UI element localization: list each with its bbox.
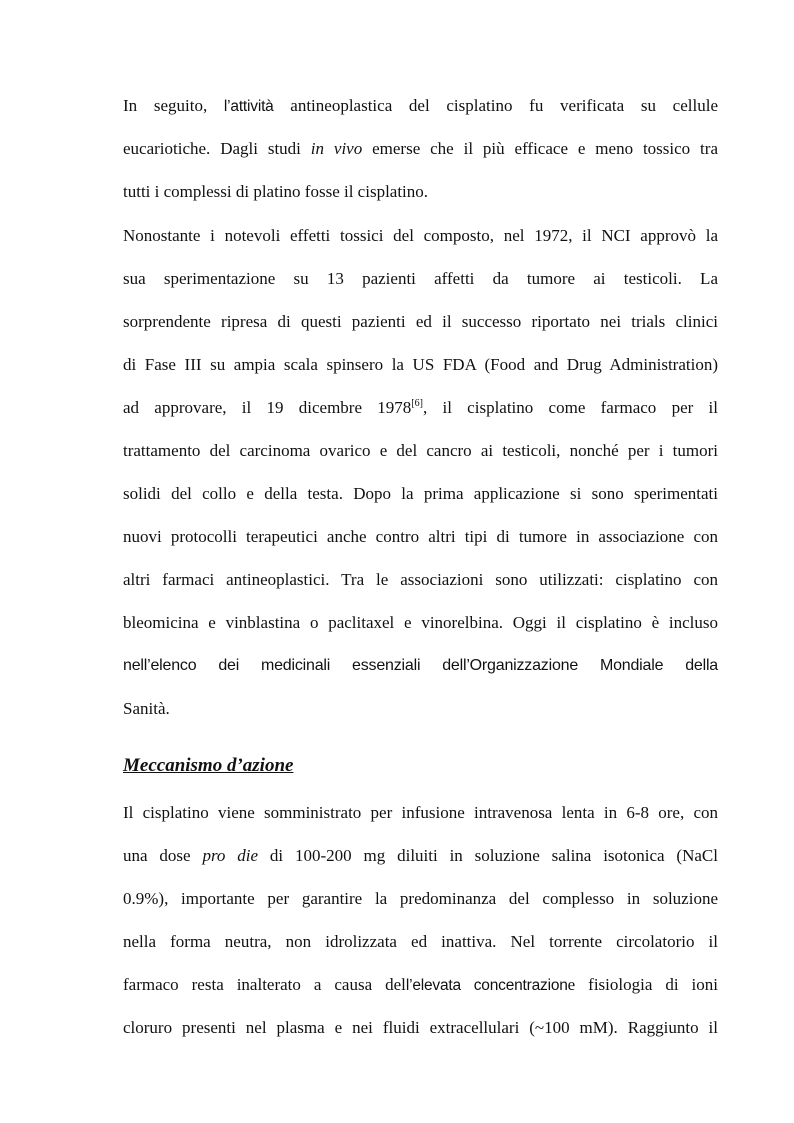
citation-reference: [6]	[411, 398, 423, 409]
text-line: farmaco resta inalterato a causa dell’elevata concentrazione fisiologia di ioni	[123, 975, 718, 994]
text-line: solidi del collo e della testa. Dopo la prima applicazione si sono sperimentati	[123, 484, 718, 503]
italic-text: pro die	[202, 846, 259, 865]
text-line: nella forma neutra, non idrolizzata ed inattiva. Nel torrente circolatorio il	[123, 932, 718, 951]
emphasized-text: l’attività	[223, 98, 274, 115]
text-line: Sanità.	[123, 699, 170, 718]
text-line: In seguito, l’attività antineoplastica del cisplatino fu verificata su cellule	[123, 96, 718, 115]
emphasized-text: l’elevata concentrazion	[405, 977, 568, 994]
text-line: 0.9%), importante per garantire la predominanza del complesso in soluzione	[123, 889, 718, 908]
text-line: eucariotiche. Dagli studi in vivo emerse che il più efficace e meno tossico tra	[123, 139, 718, 158]
text-line: sua sperimentazione su 13 pazienti affetti da tumore ai testicoli. La	[123, 269, 718, 288]
section-heading: Meccanismo d’azione	[123, 755, 294, 776]
text-line: Nonostante i notevoli effetti tossici del composto, nel 1972, il NCI approvò la	[123, 226, 718, 245]
text-line: cloruro presenti nel plasma e nei fluidi extracellulari (~100 mM). Raggiunto il	[123, 1018, 718, 1037]
italic-text: in vivo	[310, 139, 363, 158]
text-line: di Fase III su ampia scala spinsero la US FDA (Food and Drug Administration)	[123, 355, 718, 374]
text-line: Il cisplatino viene somministrato per infusione intravenosa lenta in 6-8 ore, con	[123, 803, 718, 822]
text-line: sorprendente ripresa di questi pazienti ed il successo riportato nei trials clinici	[123, 312, 718, 331]
text-line: tutti i complessi di platino fosse il cisplatino.	[123, 182, 429, 201]
text-line: trattamento del carcinoma ovarico e del cancro ai testicoli, nonché per i tumori	[123, 441, 718, 460]
text-line: nuovi protocolli terapeutici anche contro altri tipi di tumore in associazione con	[123, 527, 718, 546]
text-line: altri farmaci antineoplastici. Tra le associazioni sono utilizzati: cisplatino con	[123, 570, 718, 589]
text-line: bleomicina e vinblastina o paclitaxel e vinorelbina. Oggi il cisplatino è incluso	[123, 613, 718, 632]
text-line: nell’elenco dei medicinali essenziali dell’Organizzazione Mondiale della	[123, 657, 718, 674]
text-line: una dose pro die di 100-200 mg diluiti in soluzione salina isotonica (NaCl	[123, 846, 718, 865]
text-line: ad approvare, il 19 dicembre 1978[6], il cisplatino come farmaco per il	[123, 398, 718, 417]
